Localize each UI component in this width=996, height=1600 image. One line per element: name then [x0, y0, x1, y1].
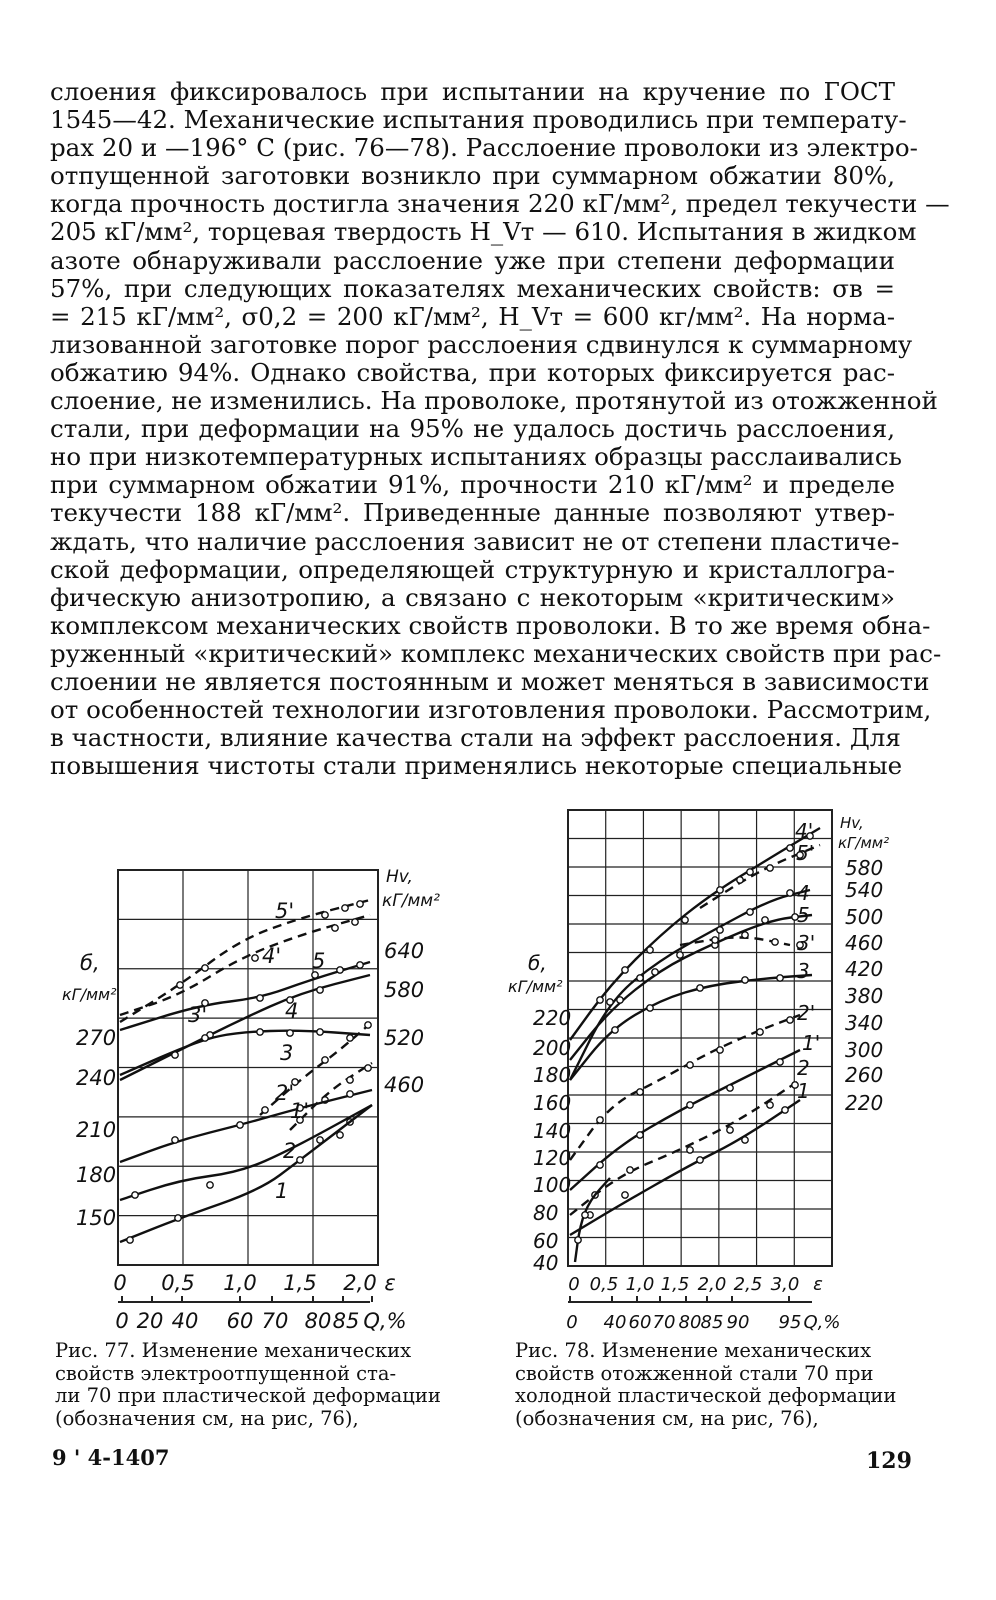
data-point [337, 967, 343, 973]
data-point [202, 965, 208, 971]
caption-line: (обозначения см, на рис, 76), [55, 1406, 359, 1430]
data-point [262, 1107, 268, 1113]
x-q-label: 60 [628, 1312, 652, 1333]
data-point [202, 1035, 208, 1041]
data-point [777, 1059, 783, 1065]
data-point [712, 937, 718, 943]
x-eps-label: 1,5 [660, 1274, 690, 1295]
left-axis-label: б, [80, 951, 100, 975]
left-tick-label: 240 [76, 1066, 117, 1090]
caption-line: Рис. 77. Изменение механических [55, 1339, 412, 1362]
data-point [287, 1030, 293, 1036]
figure-78-caption [515, 1340, 905, 1430]
data-point [742, 932, 748, 938]
x-eps-label: 2,5 [733, 1274, 763, 1295]
x-q-label: 0 [566, 1312, 578, 1333]
curve-label: 4' [262, 944, 282, 968]
x-eps-label: 0,5 [161, 1271, 195, 1295]
caption-line: (обозначения см, на рис, 76), [515, 1406, 819, 1430]
left-tick-label: 180 [76, 1163, 117, 1187]
data-point [762, 917, 768, 923]
data-point [677, 952, 683, 958]
data-point [637, 975, 643, 981]
curve [120, 962, 370, 1030]
left-tick-label: 180 [533, 1063, 572, 1087]
curve-label: 1 [275, 1179, 289, 1203]
x-q-label: Q,% [363, 1309, 407, 1333]
data-point [687, 1102, 693, 1108]
data-point [687, 1062, 693, 1068]
right-axis-label: Hv, [386, 867, 413, 887]
data-point [207, 1182, 213, 1188]
x-eps-label: 2,0 [343, 1271, 377, 1295]
x-eps-label: 0,5 [589, 1274, 619, 1295]
left-axis-unit: кГ/мм² [508, 977, 563, 996]
x-q-label: 60 [226, 1309, 254, 1333]
right-tick-label: 260 [845, 1063, 884, 1087]
left-tick-label: 150 [76, 1206, 117, 1230]
right-tick-label: 340 [845, 1011, 884, 1035]
data-point [697, 1157, 703, 1163]
data-point [787, 845, 793, 851]
data-point [347, 1077, 353, 1083]
curve-label: 4 [797, 881, 810, 905]
body-line: при суммарном обжатии 91%, прочности 210 кГ/мм² и пределе [50, 470, 895, 500]
body-line: повышения чистоты стали применялись некоторые специальные [50, 751, 903, 781]
x-eps-label: 1,5 [283, 1271, 317, 1295]
data-point [597, 1117, 603, 1123]
data-point [787, 890, 793, 896]
caption-line: свойств электроотпущенной ста- [55, 1361, 397, 1385]
curve [120, 975, 370, 1080]
right-tick-label: 640 [384, 939, 425, 963]
data-point [252, 955, 258, 961]
body-line: комплексом механических свойств проволоки. В то же время обна- [50, 610, 931, 640]
x-eps-label: 0 [568, 1274, 580, 1295]
right-axis-unit: кГ/мм² [382, 891, 440, 911]
data-point [132, 1192, 138, 1198]
body-line: руженный «критический» комплекс механических свойств при рас- [50, 638, 942, 668]
body-line: но при низкотемпературных испытаниях образцы расслаивались [50, 442, 902, 472]
left-axis-label: б, [528, 951, 547, 975]
right-tick-label: 300 [845, 1038, 884, 1062]
curve-label: 3' [797, 931, 816, 955]
data-point [697, 985, 703, 991]
x-eps-label: ε [384, 1271, 396, 1295]
caption-line: холодной пластической деформации [515, 1384, 897, 1407]
data-point [322, 912, 328, 918]
curve-label: 2 [283, 1139, 297, 1163]
data-point [717, 927, 723, 933]
body-line: в частности, влияние качества стали на эффект расслоения. Для [50, 723, 901, 753]
data-point [127, 1237, 133, 1243]
data-point [717, 1047, 723, 1053]
data-point [742, 977, 748, 983]
right-tick-label: 500 [845, 905, 884, 929]
data-point [777, 975, 783, 981]
data-point [175, 1215, 181, 1221]
body-line: 57%, при следующих показателях механических свойств: σв = [50, 273, 895, 303]
right-tick-label: 580 [384, 978, 425, 1002]
data-point [342, 905, 348, 911]
data-point [347, 1035, 353, 1041]
x-eps-label: ε [813, 1274, 823, 1295]
caption-line: Рис. 78. Изменение механических [515, 1339, 872, 1362]
data-point [652, 969, 658, 975]
data-point [357, 901, 363, 907]
curve-label: 3 [797, 959, 810, 983]
caption-line: ли 70 при пластической деформации [55, 1384, 441, 1407]
data-point [237, 1122, 243, 1128]
caption-line: свойств отожженной стали 70 при [515, 1361, 874, 1385]
data-point [347, 1091, 353, 1097]
right-tick-label: 220 [845, 1091, 884, 1115]
data-point [787, 1017, 793, 1023]
x-eps-label: 1,0 [625, 1274, 655, 1295]
left-tick-label: 80 [533, 1201, 559, 1225]
body-line: азоте обнаруживали расслоение уже при степени деформации [50, 245, 895, 275]
data-point [682, 917, 688, 923]
data-point [727, 1127, 733, 1133]
curve [570, 1100, 800, 1235]
right-axis-label: Hv, [840, 814, 864, 832]
data-point [612, 1027, 618, 1033]
right-tick-label: 460 [384, 1073, 425, 1097]
data-point [607, 999, 613, 1005]
curve-label: 5' [275, 899, 295, 923]
x-eps-label: 0 [113, 1271, 127, 1295]
x-q-label: 85 [700, 1312, 724, 1333]
body-line: слоения фиксировалось при испытании на кручение по ГОСТ [50, 77, 895, 106]
data-point [767, 865, 773, 871]
curve [120, 1105, 372, 1200]
curve-label: 2 [797, 1056, 810, 1080]
data-point [617, 997, 623, 1003]
data-point [627, 1167, 633, 1173]
left-tick-label: 120 [533, 1146, 572, 1170]
x-q-label: 95 [778, 1312, 802, 1333]
data-point [317, 987, 323, 993]
page-number: 129 [866, 1448, 912, 1474]
body-line: когда прочность достигла значения 220 кГ/мм², предел текучести — [50, 189, 950, 219]
curve-label: 1' [290, 1099, 310, 1123]
data-point [727, 1085, 733, 1091]
data-point [737, 877, 743, 883]
data-point [622, 967, 628, 973]
body-line: слоении не является постоянным и может меняться в зависимости [50, 666, 930, 696]
body-line: 1545—42. Механические испытания проводились при температу- [50, 105, 907, 135]
body-line: ждать, что наличие расслоения зависит не от степени пластиче- [50, 526, 900, 556]
data-point [257, 1029, 263, 1035]
left-tick-label: 40 [533, 1251, 559, 1275]
x-eps-label: 3,0 [770, 1274, 800, 1295]
x-q-label: 20 [136, 1309, 164, 1333]
data-point [337, 1132, 343, 1138]
right-tick-label: 380 [845, 984, 884, 1008]
figure-77 [62, 867, 440, 1333]
data-point [257, 995, 263, 1001]
x-eps-label: 1,0 [223, 1271, 257, 1295]
curve [570, 1015, 800, 1160]
data-point [637, 1089, 643, 1095]
x-q-label: 40 [171, 1309, 199, 1333]
left-tick-label: 210 [76, 1118, 117, 1142]
body-line: текучести 188 кГ/мм². Приведенные данные позволяют утвер- [50, 498, 895, 528]
curve-label: 1' [802, 1031, 821, 1055]
curve [570, 1080, 800, 1215]
data-point [622, 1192, 628, 1198]
x-q-label: 40 [603, 1312, 627, 1333]
curve-label: 2' [275, 1081, 295, 1105]
figure-77-caption [55, 1340, 455, 1430]
data-point [757, 1029, 763, 1035]
body-line: отпущенной заготовки возникло при суммарном обжатии 80%, [50, 161, 895, 191]
curve-label: 3 [280, 1041, 294, 1065]
left-tick-label: 60 [533, 1229, 559, 1253]
data-point [357, 962, 363, 968]
data-point [647, 947, 653, 953]
x-q-label: 0 [115, 1309, 129, 1333]
x-q-label: 85 [332, 1309, 360, 1333]
body-line: ской деформации, определяющей структурную и кристаллогра- [50, 554, 895, 584]
left-tick-label: 100 [533, 1173, 572, 1197]
data-point [637, 1132, 643, 1138]
curve [120, 900, 370, 1022]
right-tick-label: 460 [845, 931, 884, 955]
left-tick-label: 140 [533, 1119, 572, 1143]
data-point [742, 1137, 748, 1143]
curve-label: 5 [312, 949, 326, 973]
data-point [322, 1057, 328, 1063]
data-point [782, 1107, 788, 1113]
data-point [717, 887, 723, 893]
left-tick-label: 270 [76, 1026, 117, 1050]
data-point [365, 1022, 371, 1028]
body-line: лизованной заготовке порог расслоения сдвинулся к суммарному [50, 329, 913, 359]
right-tick-label: 580 [845, 856, 884, 880]
body-line: от особенностей технологии изготовления проволоки. Рассмотрим, [50, 695, 932, 725]
body-line: = 215 кГ/мм², σ0,2 = 200 кГ/мм², H_Vт = 600 кг/мм². На норма- [50, 301, 895, 331]
body-line: стали, при деформации на 95% не удалось достичь расслоения, [50, 414, 895, 444]
x-eps-label: 2,0 [697, 1274, 727, 1295]
x-q-label: 70 [261, 1309, 289, 1333]
body-line: фическую анизотропию, а связано с некоторым «критическим» [50, 582, 895, 612]
data-point [177, 982, 183, 988]
data-point [597, 997, 603, 1003]
curve-label: 4' [795, 819, 814, 843]
body-line: обжатию 94%. Однако свойства, при которых фиксируется рас- [50, 357, 895, 387]
curve [575, 1178, 610, 1262]
curve-label: 5' [796, 841, 815, 865]
curve-label: 2' [797, 1001, 816, 1025]
figure-78 [508, 810, 889, 1333]
left-axis-unit: кГ/мм² [62, 985, 117, 1004]
x-q-label: Q,% [803, 1312, 841, 1333]
right-tick-label: 420 [845, 957, 884, 981]
body-line: 205 кГ/мм², торцевая твердость H_Vт — 610. Испытания в жидком [50, 217, 917, 247]
data-point [172, 1137, 178, 1143]
data-point [365, 1065, 371, 1071]
data-point [332, 925, 338, 931]
left-tick-label: 220 [533, 1006, 572, 1030]
data-point [747, 869, 753, 875]
curve-label: 5 [797, 903, 810, 927]
left-tick-label: 200 [533, 1036, 572, 1060]
right-tick-label: 520 [384, 1026, 425, 1050]
data-point [317, 1029, 323, 1035]
x-q-label: 80 [678, 1312, 702, 1333]
x-q-label: 80 [304, 1309, 332, 1333]
data-point [747, 909, 753, 915]
data-point [582, 1212, 588, 1218]
data-point [772, 939, 778, 945]
data-point [687, 1147, 693, 1153]
curve-label: 4 [285, 999, 299, 1023]
data-point [647, 1005, 653, 1011]
body-line: слоение, не изменились. На проволоке, протянутой из отожженной [50, 386, 938, 416]
x-q-label: 90 [726, 1312, 750, 1333]
data-point [597, 1162, 603, 1168]
data-point [575, 1237, 581, 1243]
x-q-label: 70 [652, 1312, 676, 1333]
printer-signature: 9 ' 4-1407 [52, 1445, 170, 1470]
data-point [352, 919, 358, 925]
right-axis-unit: кГ/мм² [838, 834, 890, 852]
curve-label: 1 [797, 1079, 810, 1103]
left-tick-label: 160 [533, 1091, 572, 1115]
curve-label: 3' [188, 1003, 208, 1027]
curve [120, 1031, 370, 1075]
data-point [297, 1157, 303, 1163]
right-tick-label: 540 [845, 878, 884, 902]
body-line: рах 20 и —196° С (рис. 76—78). Расслоение проволоки из электро- [50, 133, 918, 163]
data-point [767, 1102, 773, 1108]
